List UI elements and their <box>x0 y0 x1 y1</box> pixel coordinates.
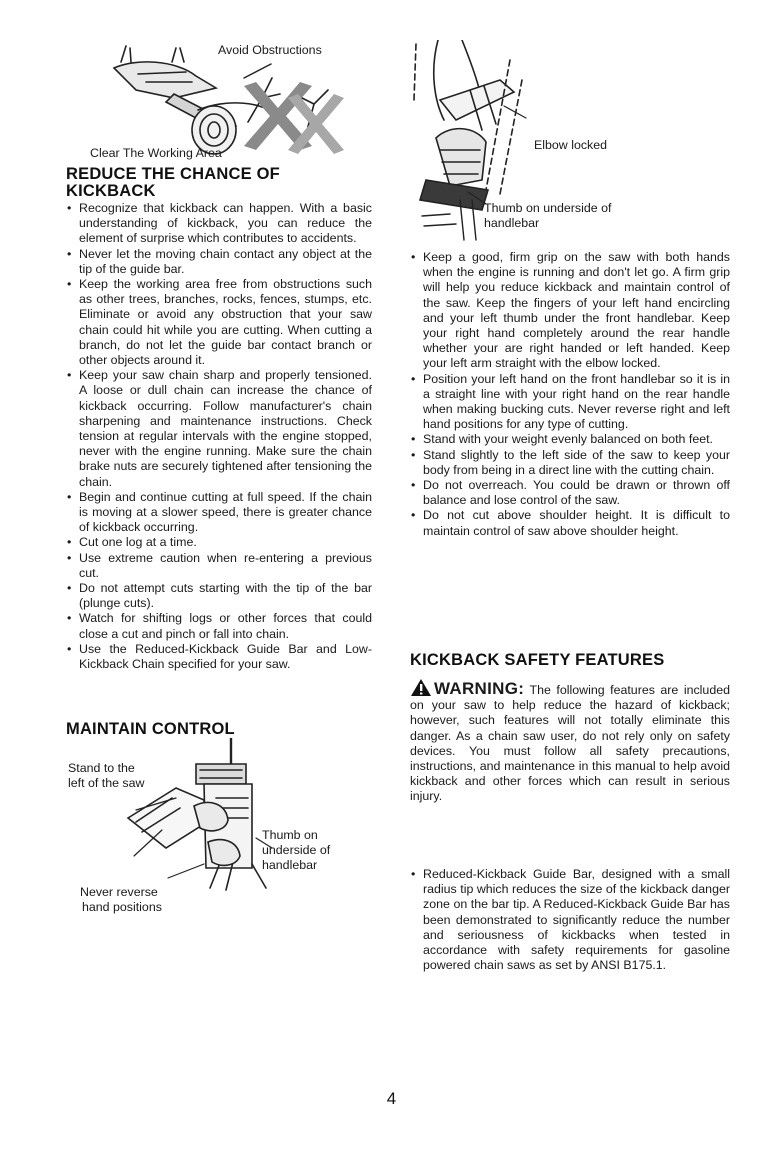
list-item: • Never let the moving chain contact any object at the tip of the guide bar. <box>66 247 372 277</box>
grip-caption-thumb-line1: Thumb on underside of <box>484 201 612 215</box>
list-item: • Begin and continue cutting at full speed. If the chain is moving at a slower speed, there is greater chance of kickback occurring. <box>66 490 372 536</box>
grip-caption-thumb-line2: handlebar <box>484 216 540 230</box>
warning-triangle-icon <box>410 678 432 697</box>
warning-text: The following features are included on your saw to help reduce the hazard of kickback; however, such features will not totally eliminate this danger. As a chain saw user, do not rely only on safety devices. You must follow all safety precautions, instructions, and maintenance in this manual to help avoid kickback and other forces which can result in serious injury. <box>410 683 731 804</box>
list-item: • Use extreme caution when re-entering a previous cut. <box>66 551 372 581</box>
list-item: • Reduced-Kickback Guide Bar, designed with a small radius tip which reduces the size of the kickback danger zone on the bar tip. A Reduced-Kickback Guide Bar has been demonstrated to significantly reduce the number and seriousness of kickbacks when tested in accordance with safety requirements for gasoline powered chain saws as set by ANSI B175.1. <box>410 867 730 973</box>
kickback-features-list <box>410 867 730 973</box>
list-item: • Do not attempt cuts starting with the tip of the bar (plunge cuts). <box>66 581 372 611</box>
reduce-kickback-heading-line2: KICKBACK <box>66 182 156 200</box>
warning-label: WARNING: <box>434 679 525 698</box>
list-item: • Keep your saw chain sharp and properly tensioned. A loose or dull chain can increase the chance of kickback occurring. Follow manufacturer's chain sharpening and maintenance instructions. Check tension at regular intervals with the engine stopped, never with the engine running. Make sure the chain brake nuts are securely tightened after tensioning the chain. <box>66 368 372 490</box>
list-item: • Keep a good, firm grip on the saw with both hands when the engine is running and don't let go. A firm grip will help you reduce kickback and maintain control of the saw. Keep the fingers of your left hand encircling and your left thumb under the front handlebar. Keep your right hand completely around the rear handle whether your are right handed or left handed. Keep your left arm straight with the elbow locked. <box>410 250 730 372</box>
list-item: • Position your left hand on the front handlebar so it is in a straight line with your right hand on the rear handle when making bucking cuts. Never reverse right and left hand positions for any type of cutting. <box>410 372 730 433</box>
avoid-obstructions-caption: Avoid Obstructions <box>218 43 322 57</box>
stance-caption-never-line1: Never reverse <box>80 885 158 899</box>
reduce-kickback-heading-line1: REDUCE THE CHANCE OF <box>66 165 280 183</box>
maintain-control-list <box>410 250 730 539</box>
list-item: • Keep the working area free from obstructions such as other trees, branches, rocks, fences, stumps, etc. Eliminate or avoid any obstruction that your saw chain could hit while you are cutting. When cutting a branch, do not let the guide bar contact branch or other objects around it. <box>66 277 372 368</box>
stance-caption-stand-line2: left of the saw <box>68 776 145 790</box>
maintain-control-heading: MAINTAIN CONTROL <box>66 720 235 738</box>
list-item: • Use the Reduced-Kickback Guide Bar and Low-Kickback Chain specified for your saw. <box>66 642 372 672</box>
list-item: • Stand with your weight evenly balanced on both feet. <box>410 432 730 447</box>
list-item: • Do not cut above shoulder height. It is difficult to maintain control of saw above shoulder height. <box>410 508 730 538</box>
list-item: • Stand slightly to the left side of the saw to keep your body from being in a direct line with the cutting chain. <box>410 448 730 478</box>
stance-caption-stand-line1: Stand to the <box>68 761 135 775</box>
list-item: • Do not overreach. You could be drawn or thrown off balance and lose control of the saw. <box>410 478 730 508</box>
stance-caption-thumb-line1: Thumb on <box>262 828 318 842</box>
list-item: • Cut one log at a time. <box>66 535 372 550</box>
list-item: • Watch for shifting logs or other forces that could close a cut and pinch or fall into chain. <box>66 611 372 641</box>
list-item: • Recognize that kickback can happen. With a basic understanding of kickback, you can reduce the element of surprise which contributes to accidents. <box>66 201 372 247</box>
stance-caption-never-line2: hand positions <box>82 900 162 914</box>
reduce-kickback-list <box>66 201 372 672</box>
stance-caption-thumb-line2: underside of <box>262 843 331 857</box>
warning-paragraph <box>410 678 730 805</box>
grip-caption-elbow: Elbow locked <box>534 138 608 152</box>
page-number: 4 <box>386 1089 397 1108</box>
clear-working-area-caption: Clear The Working Area <box>90 146 222 160</box>
stance-caption-thumb-line3: handlebar <box>262 858 318 872</box>
kickback-features-heading: KICKBACK SAFETY FEATURES <box>410 651 665 669</box>
